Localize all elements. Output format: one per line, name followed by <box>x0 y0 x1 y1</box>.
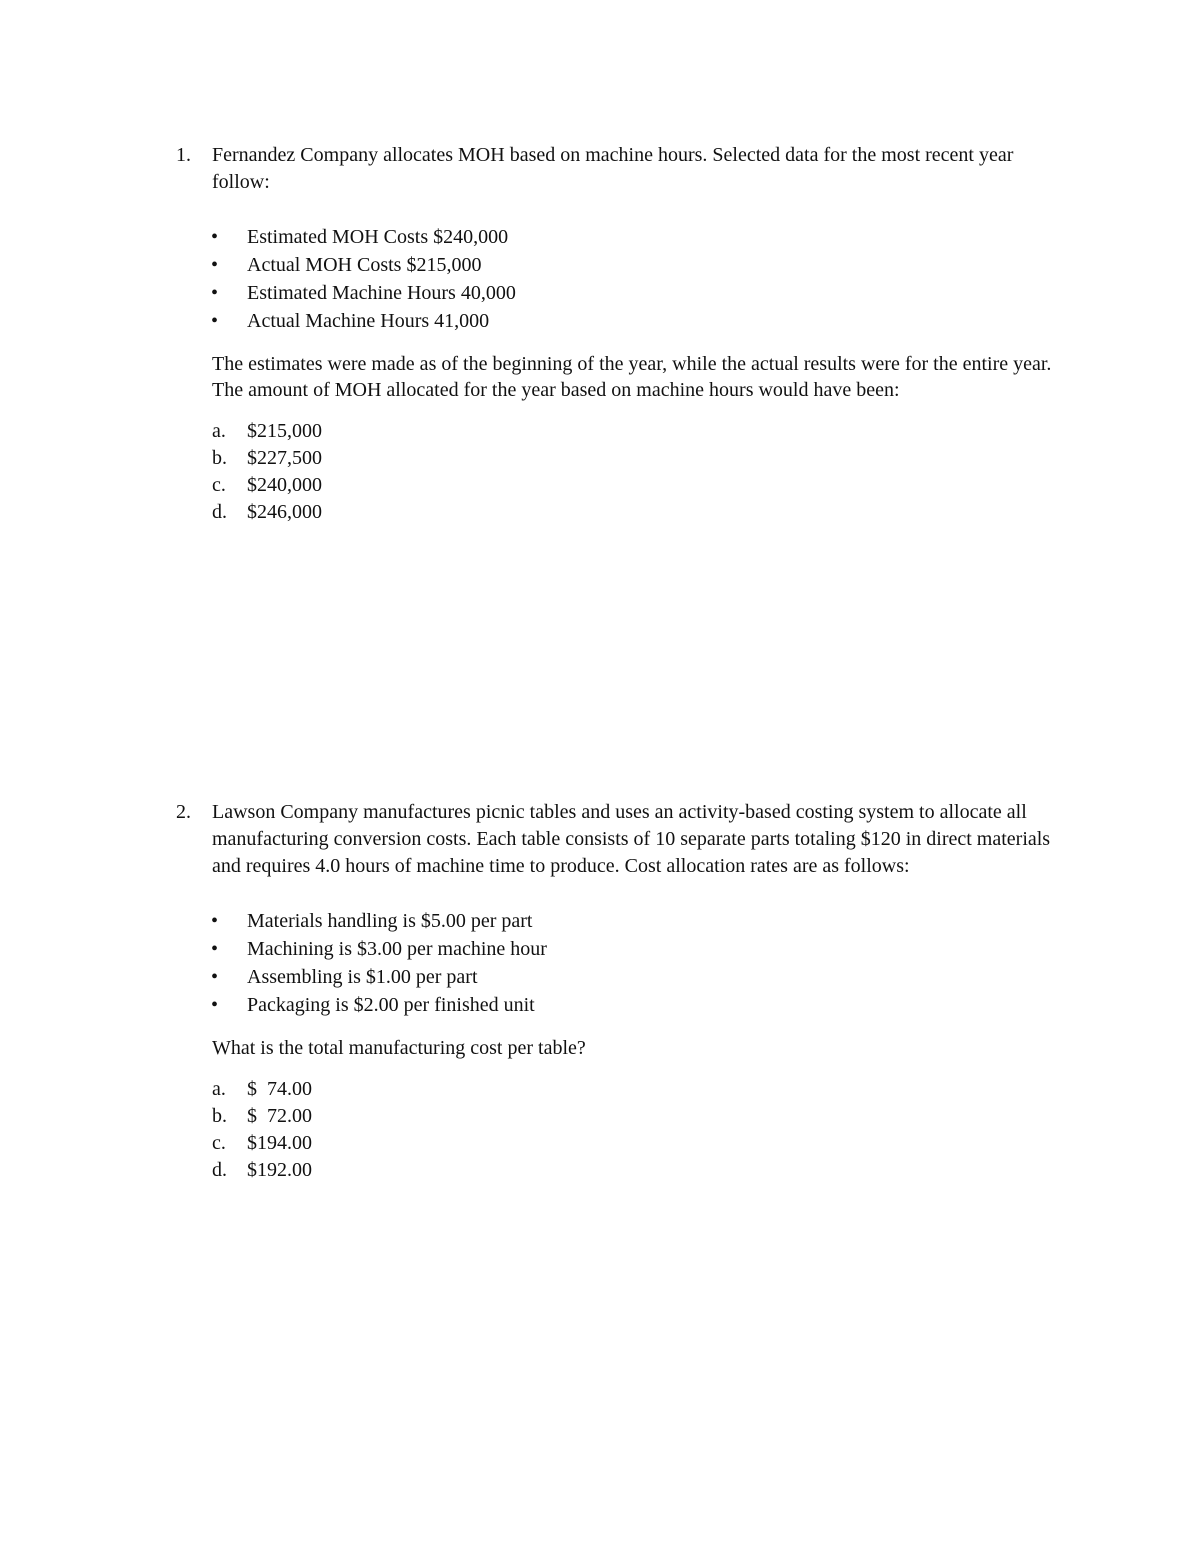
data-list <box>0 223 1200 335</box>
answer-option-c <box>0 1130 1200 1157</box>
bullet-icon: • <box>211 910 219 932</box>
option-value: $ 72.00 <box>247 1105 312 1127</box>
data-list-item <box>0 279 1200 307</box>
option-letter: a. <box>212 420 226 442</box>
question-2 <box>0 799 1200 1184</box>
data-list-item-text: Actual Machine Hours 41,000 <box>247 310 490 332</box>
data-list-item <box>0 963 1200 991</box>
question-number: 2. <box>176 801 191 823</box>
bullet-icon: • <box>211 966 219 988</box>
answer-options <box>0 1076 1200 1184</box>
answer-option-d <box>0 499 1200 526</box>
option-value: $194.00 <box>247 1132 312 1154</box>
option-value: $215,000 <box>247 420 322 442</box>
data-list-item-text: Packaging is $2.00 per finished unit <box>247 994 535 1016</box>
option-letter: c. <box>212 474 226 496</box>
data-list-item-text: Actual MOH Costs $215,000 <box>247 254 482 276</box>
question-1 <box>0 142 1200 526</box>
data-list-item <box>0 935 1200 963</box>
question-number: 1. <box>176 144 191 166</box>
answer-option-d <box>0 1157 1200 1184</box>
answer-options <box>0 418 1200 526</box>
answer-option-b <box>0 445 1200 472</box>
data-list-item-text: Assembling is $1.00 per part <box>247 966 478 988</box>
answer-option-c <box>0 472 1200 499</box>
question-stem-text: Fernandez Company allocates MOH based on machine hours. Selected data for the most recent year follow: <box>212 144 1014 193</box>
bullet-icon: • <box>211 254 219 276</box>
data-list-item <box>0 223 1200 251</box>
option-letter: d. <box>212 1159 227 1181</box>
option-value: $192.00 <box>247 1159 312 1181</box>
answer-option-b <box>0 1103 1200 1130</box>
option-value: $246,000 <box>247 501 322 523</box>
bullet-icon: • <box>211 938 219 960</box>
question-prompt: The estimates were made as of the beginning of the year, while the actual results were for the entire year. The amount of MOH allocated for the year based on machine hours would have been: <box>212 353 1052 401</box>
option-letter: a. <box>212 1078 226 1100</box>
answer-option-a <box>0 1076 1200 1103</box>
option-value: $240,000 <box>247 474 322 496</box>
data-list-item <box>0 907 1200 935</box>
data-list-item <box>0 251 1200 279</box>
option-value: $227,500 <box>247 447 322 469</box>
data-list <box>0 907 1200 1019</box>
data-list-item <box>0 991 1200 1019</box>
option-letter: b. <box>212 1105 227 1127</box>
data-list-item-text: Materials handling is $5.00 per part <box>247 910 533 932</box>
option-letter: c. <box>212 1132 226 1154</box>
data-list-item-text: Estimated Machine Hours 40,000 <box>247 282 516 304</box>
data-list-item-text: Estimated MOH Costs $240,000 <box>247 226 509 248</box>
data-list-item <box>0 307 1200 335</box>
question-stem <box>0 799 1200 880</box>
bullet-icon: • <box>211 282 219 304</box>
answer-option-a <box>0 418 1200 445</box>
bullet-icon: • <box>211 226 219 248</box>
data-list-item-text: Machining is $3.00 per machine hour <box>247 938 547 960</box>
bullet-icon: • <box>211 310 219 332</box>
question-stem-text: Lawson Company manufactures picnic tables and uses an activity-based costing system to allocate all manufacturing conversion costs. Each table consists of 10 separate parts totaling $120 in direct materials and requires 4.0 hours of machine time to produce. Cost allocation rates are as follows: <box>212 801 1051 877</box>
question-stem <box>0 142 1200 196</box>
question-prompt: What is the total manufacturing cost per table? <box>212 1037 586 1059</box>
option-value: $ 74.00 <box>247 1078 312 1100</box>
option-letter: d. <box>212 501 227 523</box>
bullet-icon: • <box>211 994 219 1016</box>
option-letter: b. <box>212 447 227 469</box>
